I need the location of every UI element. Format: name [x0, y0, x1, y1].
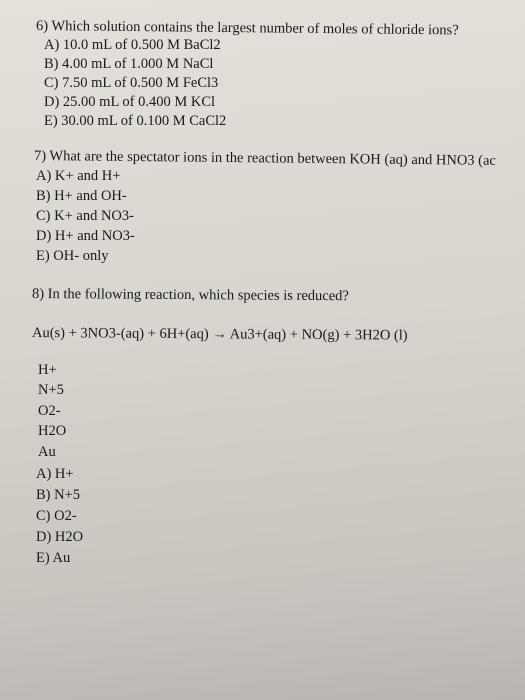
q6-option-e: E) 30.00 mL of 0.100 M CaCl2 [44, 113, 227, 129]
q6-option-d: D) 25.00 mL of 0.400 M KCl [44, 94, 216, 110]
q6-option-b: B) 4.00 mL of 1.000 M NaCl [44, 56, 214, 72]
q8-species-5: Au [38, 444, 56, 460]
q8-species-3: O2- [38, 403, 61, 419]
q6-option-a: A) 10.0 mL of 0.500 M BaCl2 [44, 37, 221, 53]
q7-option-a: A) K+ and H+ [36, 168, 121, 184]
q8-option-c: C) O2- [36, 508, 77, 524]
q8-species-2: N+5 [38, 382, 64, 398]
q8-option-a: A) H+ [36, 466, 74, 482]
q8-species-4: H2O [38, 423, 67, 439]
q7-option-e: E) OH- only [36, 248, 109, 264]
q7-option-d: D) H+ and NO3- [36, 228, 135, 244]
q8-option-d: D) H2O [36, 529, 84, 545]
q8-equation: Au(s) + 3NO3-(aq) + 6H+(aq) → Au3+(aq) + NO(g) + 3H2O (l) [31, 325, 408, 344]
q8-species-1: H+ [38, 362, 57, 378]
q8-option-b: B) N+5 [36, 487, 81, 503]
q8-option-e: E) Au [36, 550, 71, 566]
q7-option-b: B) H+ and OH- [36, 188, 127, 204]
q8-question: 8) In the following reaction, which species is reduced? [31, 286, 349, 305]
q6-option-c: C) 7.50 mL of 0.500 M FeCl3 [44, 75, 219, 91]
q7-option-c: C) K+ and NO3- [36, 208, 134, 224]
q6-question: 6) Which solution contains the largest number of moles of chloride ions? [35, 18, 459, 39]
q7-question: 7) What are the spectator ions in the reaction between KOH (aq) and HNO3 (ac [33, 148, 497, 169]
